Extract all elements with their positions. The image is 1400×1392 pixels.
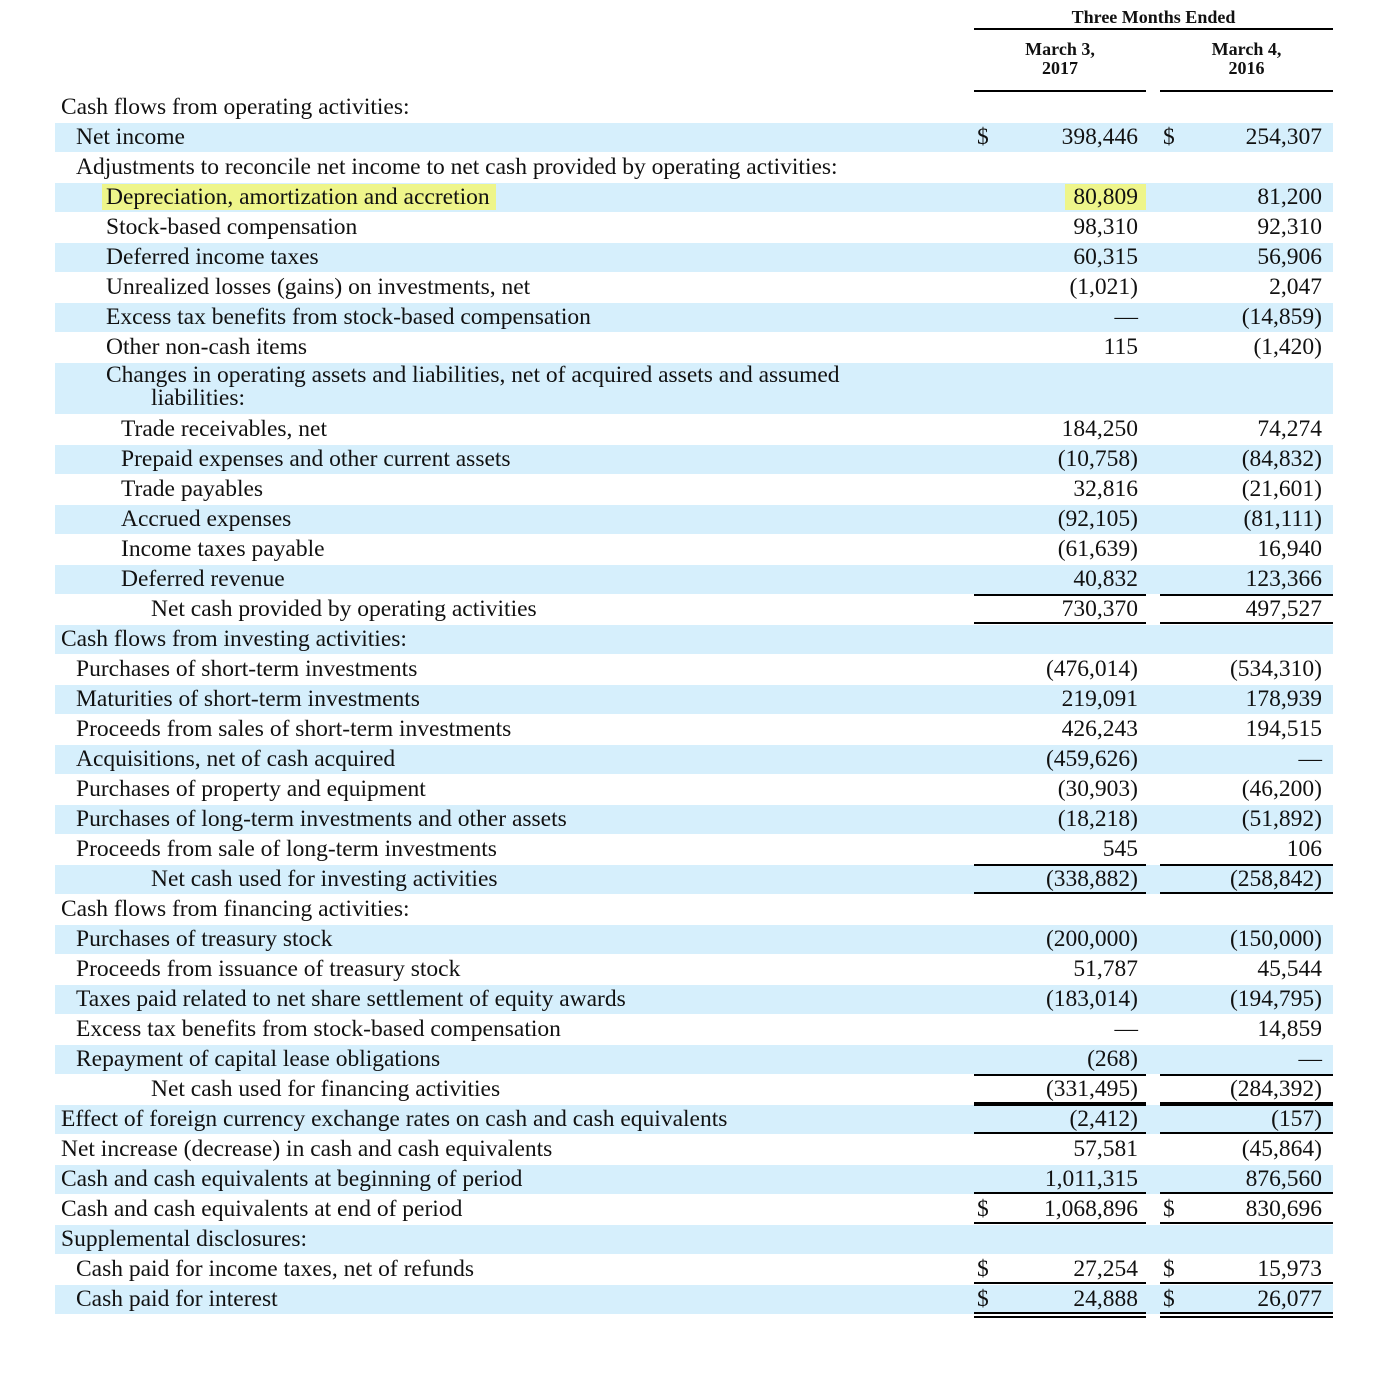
value-2017-text: 57,581	[1073, 1136, 1138, 1162]
row-label	[76, 925, 332, 954]
value-2016	[1246, 685, 1322, 714]
value-2016	[1246, 565, 1322, 594]
value-2017	[1073, 955, 1138, 984]
value-2017-text: (18,218)	[1057, 806, 1138, 832]
table-row	[0, 414, 1400, 444]
value-2017	[1062, 685, 1138, 714]
table-row	[0, 984, 1400, 1014]
value-2016	[1230, 925, 1322, 954]
row-band	[55, 123, 1333, 152]
table-row	[0, 332, 1400, 362]
value-2016	[1257, 415, 1322, 444]
table-row	[0, 122, 1400, 152]
row-label-text: Trade receivables, net	[121, 416, 327, 442]
row-label-text: Stock-based compensation	[106, 214, 358, 240]
value-2017-text: (459,626)	[1045, 746, 1138, 772]
row-label-text: Cash flows from financing activities:	[61, 896, 410, 922]
row-label-continuation: liabilities:	[151, 385, 245, 411]
table-row	[0, 864, 1400, 894]
rule-line	[974, 1316, 1146, 1318]
row-label	[76, 805, 567, 834]
value-2017	[1073, 1285, 1138, 1314]
rule-line	[1160, 1312, 1333, 1314]
currency-symbol-text: $	[1163, 124, 1175, 150]
value-2017	[1103, 835, 1138, 864]
row-label	[121, 445, 511, 474]
row-label	[121, 475, 263, 504]
row-label	[121, 415, 327, 444]
row-label	[76, 955, 460, 984]
value-2016-text: 2,047	[1269, 274, 1322, 300]
table-row	[0, 744, 1400, 774]
value-2017-text: 184,250	[1061, 416, 1138, 442]
row-label-text: Maturities of short-term investments	[76, 686, 420, 712]
rule-line	[1160, 864, 1333, 866]
value-2016	[1271, 1105, 1322, 1134]
row-label-text: Other non-cash items	[106, 334, 308, 360]
row-label-text: Cash flows from investing activities:	[61, 626, 407, 652]
table-row	[0, 834, 1400, 864]
value-2017	[1046, 925, 1138, 954]
table-row	[0, 504, 1400, 534]
currency-symbol	[977, 123, 989, 152]
table-row	[0, 212, 1400, 242]
value-2016	[1257, 1255, 1322, 1284]
value-2016-text: 15,973	[1257, 1256, 1322, 1282]
value-2016	[1230, 985, 1322, 1014]
col2-header-year: 2016	[1228, 58, 1265, 78]
table-row	[0, 804, 1400, 834]
table-row	[0, 1134, 1400, 1164]
row-label-text: Prepaid expenses and other current assets	[121, 446, 511, 472]
value-2016-text: (51,892)	[1241, 806, 1322, 832]
col1-header	[974, 40, 1146, 78]
table-row	[0, 564, 1400, 594]
value-2017	[1069, 1105, 1138, 1134]
currency-symbol-text: $	[1163, 1286, 1175, 1312]
currency-symbol	[1163, 1195, 1175, 1224]
value-2017-text: (2,412)	[1069, 1106, 1138, 1132]
value-2016-text: (14,859)	[1241, 304, 1322, 330]
row-label	[121, 565, 285, 594]
value-2016-text: 74,274	[1257, 416, 1322, 442]
period-header-rule	[974, 28, 1333, 30]
row-label-text: Proceeds from issuance of treasury stock	[76, 956, 461, 982]
table-row	[0, 1044, 1400, 1074]
value-2017-text: 32,816	[1073, 476, 1138, 502]
value-2017	[1058, 505, 1138, 534]
row-label	[151, 865, 498, 894]
value-2017	[1065, 183, 1138, 212]
value-2017-text: 60,315	[1073, 244, 1138, 270]
rule-line	[974, 1074, 1146, 1076]
table-row	[0, 924, 1400, 954]
row-label	[76, 123, 185, 152]
row-label-text: Cash and cash equivalents at end of period	[61, 1196, 463, 1222]
value-2016-text: (194,795)	[1229, 986, 1322, 1012]
value-2016	[1243, 505, 1322, 534]
value-2017	[1062, 123, 1138, 152]
currency-symbol	[977, 1195, 989, 1224]
currency-symbol-text: $	[1163, 1196, 1175, 1222]
value-2017	[1058, 535, 1138, 564]
row-label-text: Purchases of long-term investments and other assets	[76, 806, 567, 832]
row-label-text: Repayment of capital lease obligations	[76, 1046, 441, 1072]
currency-symbol-text: $	[977, 124, 989, 150]
value-2017-text: (268)	[1087, 1046, 1138, 1072]
value-2017-text: (476,014)	[1045, 656, 1138, 682]
table-row	[0, 272, 1400, 302]
row-label-text: Depreciation, amortization and accretion	[102, 184, 496, 210]
value-2016-text: (534,310)	[1229, 656, 1322, 682]
value-2016-text: 45,544	[1257, 956, 1322, 982]
row-label	[76, 715, 511, 744]
row-label	[106, 243, 319, 272]
table-row	[0, 894, 1400, 924]
row-label	[76, 1285, 278, 1314]
value-2016-text: 14,859	[1257, 1016, 1322, 1042]
value-2016	[1242, 475, 1322, 504]
value-2017	[1045, 1165, 1138, 1194]
table-row	[0, 594, 1400, 624]
row-label-text: Unrealized losses (gains) on investments, net	[106, 274, 531, 300]
row-label-text: Cash paid for interest	[76, 1286, 278, 1312]
value-2016-text: (46,200)	[1241, 776, 1322, 802]
table-row	[0, 1254, 1400, 1284]
table-row	[0, 1074, 1400, 1104]
currency-symbol	[1163, 1285, 1175, 1314]
value-2016	[1257, 183, 1322, 212]
row-label-text: Net income	[76, 124, 185, 150]
value-2016	[1246, 1165, 1322, 1194]
value-2016	[1287, 835, 1322, 864]
value-2017	[1115, 303, 1139, 332]
row-label-text: Changes in operating assets and liabilities, net of acquired assets and assumed	[106, 362, 840, 388]
rule-line	[1160, 1316, 1333, 1318]
value-2016	[1242, 303, 1322, 332]
row-label-text: Effect of foreign currency exchange rates on cash and cash equivalents	[61, 1106, 728, 1132]
value-2017-text: 730,370	[1061, 596, 1138, 622]
value-2017-text: 398,446	[1061, 124, 1138, 150]
value-2017	[1046, 1075, 1138, 1104]
value-2016	[1257, 535, 1322, 564]
value-2016-text: 106	[1286, 836, 1322, 862]
value-2016	[1257, 1285, 1322, 1314]
table-row	[0, 302, 1400, 332]
table-row	[0, 714, 1400, 744]
value-2017-text: 98,310	[1073, 214, 1138, 240]
row-label	[76, 685, 420, 714]
value-2016	[1269, 273, 1322, 302]
value-2016-text: (157)	[1271, 1106, 1322, 1132]
value-2017	[1087, 1045, 1138, 1074]
row-label	[76, 775, 426, 804]
value-2016	[1257, 243, 1322, 272]
value-2017	[1062, 715, 1138, 744]
value-2017	[1058, 445, 1138, 474]
value-2016	[1230, 1075, 1322, 1104]
table-row	[0, 1224, 1400, 1254]
row-label	[61, 1165, 522, 1194]
table-row	[0, 774, 1400, 804]
value-2016-text: (21,601)	[1241, 476, 1322, 502]
value-2017-text: 80,809	[1065, 184, 1146, 210]
value-2016	[1242, 1135, 1322, 1164]
row-label-text: Net increase (decrease) in cash and cash equivalents	[61, 1136, 553, 1162]
row-label-text: Proceeds from sale of long-term investments	[76, 836, 497, 862]
value-2017	[1062, 415, 1138, 444]
row-label	[76, 835, 497, 864]
value-2016	[1299, 745, 1323, 774]
row-label	[106, 273, 530, 302]
col2-header	[1160, 40, 1333, 78]
value-2017	[1073, 1135, 1138, 1164]
rule-line	[1160, 1104, 1333, 1106]
value-2017-text: 1,011,315	[1044, 1166, 1138, 1192]
row-label-text: Excess tax benefits from stock-based compensation	[76, 1016, 561, 1042]
row-label	[106, 362, 906, 411]
currency-symbol	[977, 1255, 989, 1284]
table-row	[0, 444, 1400, 474]
rule-line	[974, 1312, 1146, 1314]
value-2017	[1044, 1195, 1138, 1224]
row-label	[151, 1075, 500, 1104]
row-label	[106, 183, 496, 212]
value-2017	[1062, 595, 1138, 624]
value-2016	[1253, 333, 1322, 362]
row-label	[61, 93, 410, 122]
row-label	[76, 655, 417, 684]
value-2017-text: —	[1114, 304, 1138, 330]
rule-line	[974, 1104, 1146, 1106]
value-2016-text: 123,366	[1245, 566, 1322, 592]
row-label-text: Acquisitions, net of cash acquired	[76, 746, 396, 772]
value-2016	[1242, 775, 1322, 804]
value-2016	[1230, 655, 1322, 684]
value-2016-text: (45,864)	[1241, 1136, 1322, 1162]
row-label	[76, 1015, 561, 1044]
value-2017	[1073, 213, 1138, 242]
value-2017-text: (331,495)	[1045, 1076, 1138, 1102]
row-label	[61, 895, 410, 924]
row-label-text: Accrued expenses	[121, 506, 292, 532]
table-row	[0, 1104, 1400, 1134]
row-label	[76, 153, 838, 182]
value-2016-text: 26,077	[1257, 1286, 1322, 1312]
rule-line	[1160, 1074, 1333, 1076]
value-2016-text: 497,527	[1245, 596, 1322, 622]
table-row	[0, 242, 1400, 272]
row-label	[61, 625, 407, 654]
table-row	[0, 182, 1400, 212]
table-row	[0, 1164, 1400, 1194]
currency-symbol-text: $	[1163, 1256, 1175, 1282]
currency-symbol	[1163, 1255, 1175, 1284]
table-row	[0, 362, 1400, 414]
value-2017-text: 219,091	[1061, 686, 1138, 712]
value-2017-text: 51,787	[1073, 956, 1138, 982]
row-label	[121, 535, 325, 564]
cash-flow-statement	[0, 92, 1400, 1314]
value-2017-text: (183,014)	[1045, 986, 1138, 1012]
value-2017-text: 545	[1102, 836, 1138, 862]
table-row	[0, 624, 1400, 654]
value-2016	[1230, 865, 1322, 894]
value-2017-text: (92,105)	[1057, 506, 1138, 532]
value-2016-text: 178,939	[1245, 686, 1322, 712]
row-label-text: Adjustments to reconcile net income to net cash provided by operating activities:	[76, 154, 838, 180]
table-row	[0, 534, 1400, 564]
row-label-text: Purchases of property and equipment	[76, 776, 426, 802]
rule-line	[974, 864, 1146, 866]
value-2016-text: (81,111)	[1243, 506, 1322, 532]
value-2017	[1046, 865, 1138, 894]
value-2016-text: 56,906	[1257, 244, 1322, 270]
row-label-text: Excess tax benefits from stock-based compensation	[106, 304, 591, 330]
value-2017	[1046, 745, 1138, 774]
row-label-text: Deferred income taxes	[106, 244, 319, 270]
value-2016-text: 81,200	[1257, 184, 1322, 210]
value-2017	[1073, 1255, 1138, 1284]
value-2017	[1058, 805, 1138, 834]
value-2016-text: 92,310	[1257, 214, 1322, 240]
currency-symbol-text: $	[977, 1286, 989, 1312]
value-2016-text: —	[1298, 746, 1322, 772]
value-2016	[1242, 445, 1322, 474]
table-row	[0, 1284, 1400, 1314]
value-2016-text: (258,842)	[1229, 866, 1322, 892]
row-label-text: Income taxes payable	[121, 536, 325, 562]
value-2017	[1046, 985, 1138, 1014]
row-label-text: Cash flows from operating activities:	[61, 94, 410, 120]
table-row	[0, 1194, 1400, 1224]
value-2017-text: 426,243	[1061, 716, 1138, 742]
currency-symbol-text: $	[977, 1196, 989, 1222]
value-2016	[1246, 595, 1322, 624]
rule-line	[1160, 594, 1333, 596]
row-label	[106, 213, 357, 242]
row-label-text: Net cash used for investing activities	[151, 866, 498, 892]
row-label	[106, 333, 307, 362]
value-2017	[1073, 475, 1138, 504]
value-2017	[1046, 655, 1138, 684]
value-2017-text: —	[1114, 1016, 1138, 1042]
row-label	[76, 1255, 474, 1284]
rule-line	[974, 594, 1146, 596]
value-2017-text: 27,254	[1073, 1256, 1138, 1282]
value-2016-text: 16,940	[1257, 536, 1322, 562]
value-2016	[1246, 123, 1322, 152]
value-2017-text: 40,832	[1073, 566, 1138, 592]
value-2016	[1299, 1045, 1323, 1074]
row-label	[76, 1045, 440, 1074]
value-2017	[1115, 1015, 1139, 1044]
col2-header-date: March 4,	[1211, 39, 1282, 59]
table-row	[0, 152, 1400, 182]
value-2016	[1246, 1195, 1322, 1224]
row-label	[106, 303, 591, 332]
currency-symbol	[1163, 123, 1175, 152]
row-label	[61, 1195, 462, 1224]
value-2017	[1069, 273, 1138, 302]
row-label-text: Purchases of short-term investments	[76, 656, 418, 682]
row-label	[61, 1225, 307, 1254]
value-2017-text: (1,021)	[1069, 274, 1138, 300]
row-label-text: Net cash provided by operating activities	[151, 596, 537, 622]
value-2016-text: (150,000)	[1229, 926, 1322, 952]
table-row	[0, 92, 1400, 122]
value-2016-text: 254,307	[1245, 124, 1322, 150]
value-2017-text: 24,888	[1073, 1286, 1138, 1312]
value-2017-text: (61,639)	[1057, 536, 1138, 562]
value-2017-text: (30,903)	[1057, 776, 1138, 802]
period-header: Three Months Ended	[1071, 7, 1236, 27]
row-label-text: Purchases of treasury stock	[76, 926, 333, 952]
row-label	[61, 1135, 552, 1164]
row-label	[76, 985, 626, 1014]
value-2016-text: —	[1298, 1046, 1322, 1072]
row-label-text: Trade payables	[121, 476, 264, 502]
table-row	[0, 654, 1400, 684]
value-2017-text: (10,758)	[1057, 446, 1138, 472]
currency-symbol-text: $	[977, 1256, 989, 1282]
value-2017-text: (338,882)	[1045, 866, 1138, 892]
value-2016	[1257, 1015, 1322, 1044]
row-label	[76, 745, 395, 774]
value-2017	[1104, 333, 1138, 362]
table-row	[0, 684, 1400, 714]
value-2016	[1257, 213, 1322, 242]
row-label-text: Proceeds from sales of short-term investments	[76, 716, 512, 742]
row-label	[121, 505, 291, 534]
value-2017	[1073, 243, 1138, 272]
value-2016-text: 876,560	[1245, 1166, 1322, 1192]
table-row	[0, 954, 1400, 984]
value-2016	[1246, 715, 1322, 744]
value-2016	[1242, 805, 1322, 834]
value-2016-text: (284,392)	[1229, 1076, 1322, 1102]
row-label-text: Net cash used for financing activities	[151, 1076, 501, 1102]
row-label-text: Deferred revenue	[121, 566, 285, 592]
table-row	[0, 474, 1400, 504]
value-2017-text: 115	[1103, 334, 1138, 360]
value-2017-text: 1,068,896	[1044, 1196, 1138, 1222]
row-label-text: Taxes paid related to net share settlement of equity awards	[76, 986, 626, 1012]
row-label-text: Cash paid for income taxes, net of refunds	[76, 1256, 475, 1282]
row-label	[151, 595, 537, 624]
col1-header-year: 2017	[1042, 58, 1078, 78]
value-2016	[1257, 955, 1322, 984]
row-label	[61, 1105, 727, 1134]
col1-header-date: March 3,	[1025, 39, 1095, 59]
value-2017	[1073, 565, 1138, 594]
row-label-text: Cash and cash equivalents at beginning of period	[61, 1166, 523, 1192]
value-2017-text: (200,000)	[1045, 926, 1138, 952]
row-label-text: Supplemental disclosures:	[61, 1226, 308, 1252]
value-2016-text: (1,420)	[1253, 334, 1322, 360]
value-2017	[1058, 775, 1138, 804]
value-2016-text: (84,832)	[1241, 446, 1322, 472]
currency-symbol	[977, 1285, 989, 1314]
value-2016-text: 830,696	[1245, 1196, 1322, 1222]
value-2016-text: 194,515	[1245, 716, 1322, 742]
table-row	[0, 1014, 1400, 1044]
